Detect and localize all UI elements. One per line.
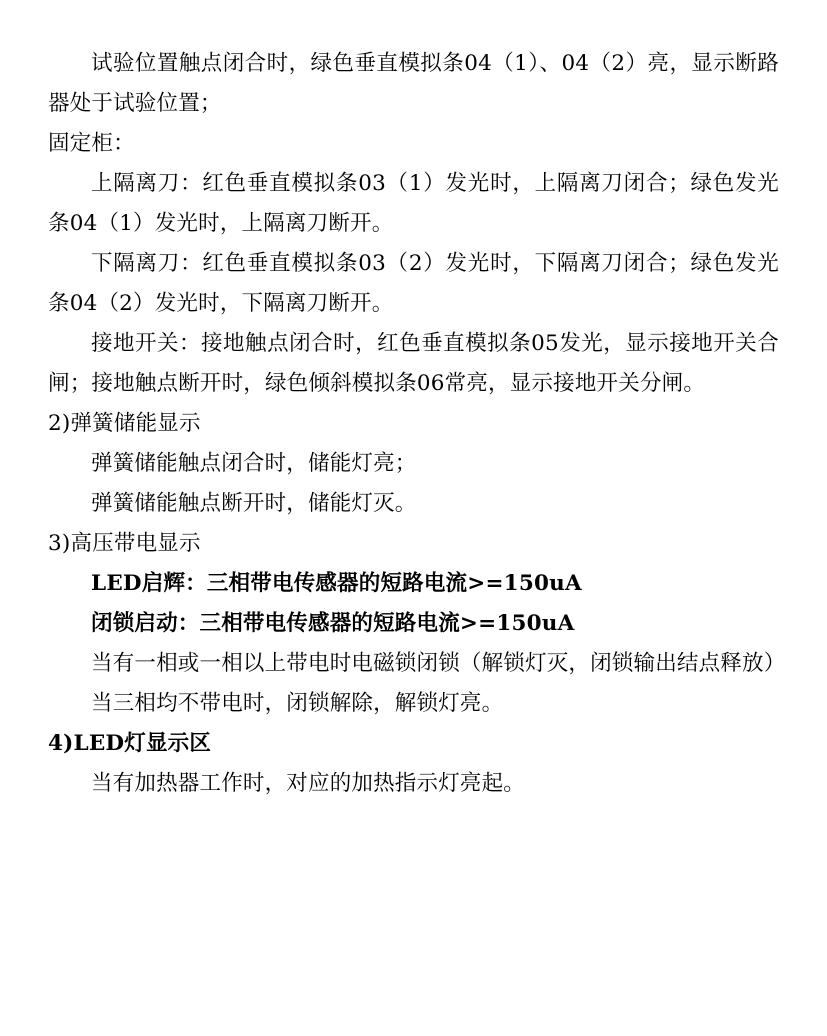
document-body <box>48 44 786 804</box>
paragraph-spring-contact-closed: 弹簧储能触点闭合时，储能灯亮； <box>91 450 417 476</box>
paragraph-ground-switch: 接地开关：接地触点闭合时，红色垂直模拟条05发光，显示接地开关合闸；接地触点断开时，绿色倾斜模拟条06常亮，显示接地开关分闸。 <box>48 330 779 396</box>
paragraph-lock-released: 当三相均不带电时，闭锁解除，解锁灯亮。 <box>91 690 504 716</box>
paragraph-lock-engaged: 当有一相或一相以上带电时电磁锁闭锁（解锁灯灭，闭锁输出结点释放） <box>91 650 786 676</box>
paragraph-fixed-cabinet-heading: 固定柜： <box>48 130 135 156</box>
paragraph-item3-heading: 3)高压带电显示 <box>48 530 201 556</box>
paragraph-lower-isolator: 下隔离刀：红色垂直模拟条03（2）发光时，下隔离刀闭合；绿色发光条04（2）发光时，下隔离刀断开。 <box>48 250 779 316</box>
paragraph-item2-heading: 2)弹簧储能显示 <box>48 410 201 436</box>
paragraph-item4-heading: 4)LED灯显示区 <box>48 730 212 756</box>
paragraph-upper-isolator: 上隔离刀：红色垂直模拟条03（1）发光时，上隔离刀闭合；绿色发光条04（1）发光时，上隔离刀断开。 <box>48 170 779 236</box>
paragraph-test-position: 试验位置触点闭合时，绿色垂直模拟条04（1）、04（2）亮，显示断路器处于试验位置； <box>48 51 779 116</box>
paragraph-led-startup-current: LED启辉：三相带电传感器的短路电流>=150uA <box>91 570 582 596</box>
paragraph-spring-contact-open: 弹簧储能触点断开时，储能灯灭。 <box>91 490 417 516</box>
paragraph-heater-indicator: 当有加热器工作时，对应的加热指示灯亮起。 <box>91 770 526 796</box>
paragraph-lock-startup-current: 闭锁启动：三相带电传感器的短路电流>=150uA <box>91 610 575 636</box>
